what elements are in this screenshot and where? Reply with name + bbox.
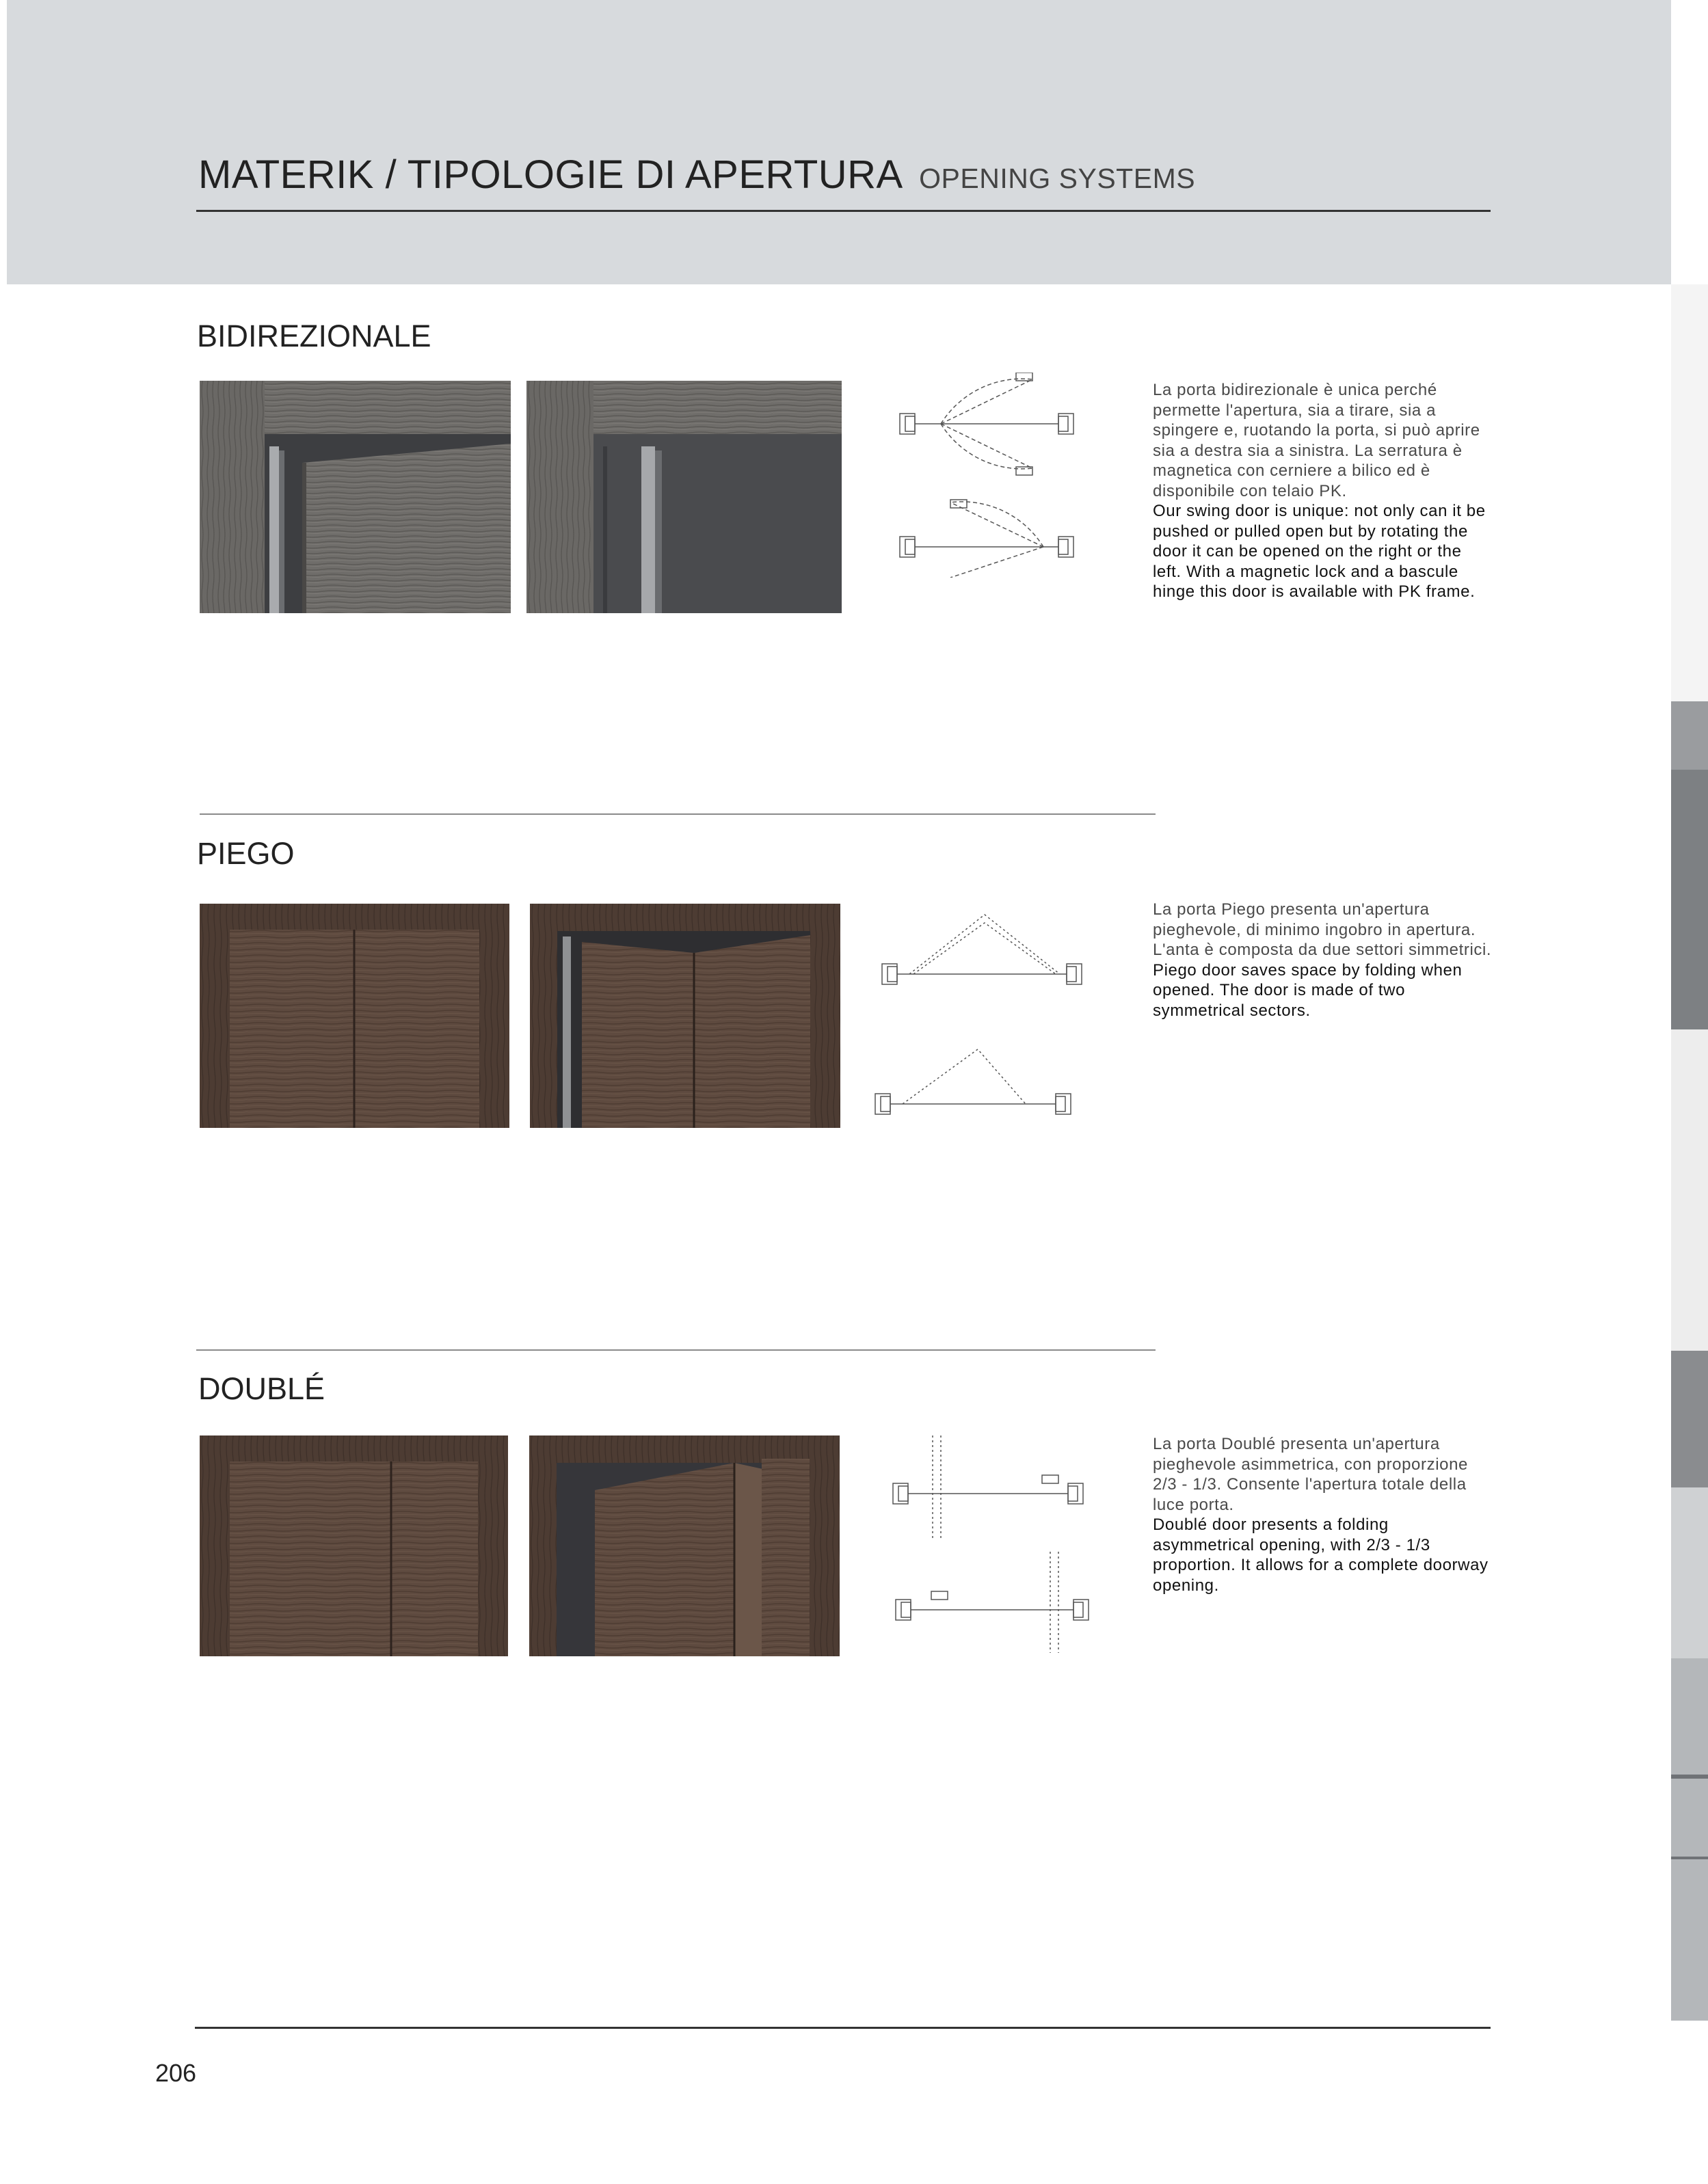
piego-description	[1153, 900, 1495, 1021]
double-text-en: Doublé door presents a folding asymmetrical opening, with 2/3 - 1/3 proportion. It allows for a complete doorway opening.	[1153, 1515, 1489, 1595]
footer-rule	[195, 2027, 1491, 2029]
section-title-piego: PIEGO	[197, 836, 295, 871]
piego-diagram	[868, 909, 1094, 1128]
section-title-double: DOUBLÉ	[198, 1371, 325, 1406]
side-edge-strip	[1671, 284, 1708, 2021]
bidirezionale-diagram	[896, 373, 1101, 578]
header-rule	[196, 210, 1491, 212]
page-title	[198, 152, 1195, 198]
bidirezionale-photo-2	[526, 381, 842, 613]
section-divider-2	[196, 1349, 1156, 1351]
bidirezionale-description	[1153, 380, 1495, 602]
piego-text-it: La porta Piego presenta un'apertura pieghevole, di minimo ingobro in apertura. L'anta è composta da due settori simmetrici.	[1153, 900, 1492, 959]
piego-photo-1	[200, 904, 509, 1128]
bidirezionale-text-en: Our swing door is unique: not only can it be pushed or pulled open but by rotating the door it can be opened on the right or the left. With a magnetic lock and a bascule hinge this door is available with PK frame.	[1153, 502, 1486, 601]
double-text-it: La porta Doublé presenta un'apertura pieghevole asimmetrica, con proporzione 2/3 - 1/3. Consente l'apertura totale della luce porta.	[1153, 1435, 1468, 1514]
bidirezionale-photo-1	[200, 381, 511, 613]
header-band	[7, 0, 1671, 284]
bidirezionale-text-it: La porta bidirezionale è unica perché permette l'apertura, sia a tirare, sia a spingere e, ruotando la porta, si può aprire sia a destra sia a sinistra. La serratura è magnetica con cerniere a bilico ed è disponibile con telaio PK.	[1153, 381, 1480, 500]
double-description	[1153, 1434, 1495, 1595]
page-title-sub: OPENING SYSTEMS	[919, 163, 1196, 194]
double-photo-1	[200, 1435, 508, 1656]
page-number: 206	[155, 2059, 197, 2087]
piego-photo-2	[530, 904, 840, 1128]
section-divider-1	[200, 813, 1156, 815]
piego-text-en: Piego door saves space by folding when opened. The door is made of two symmetrical sectors.	[1153, 960, 1463, 1020]
double-diagram	[889, 1435, 1115, 1654]
section-title-bidirezionale: BIDIREZIONALE	[197, 319, 431, 353]
page-title-main: MATERIK / TIPOLOGIE DI APERTURA	[198, 152, 901, 197]
double-photo-2	[529, 1435, 840, 1656]
